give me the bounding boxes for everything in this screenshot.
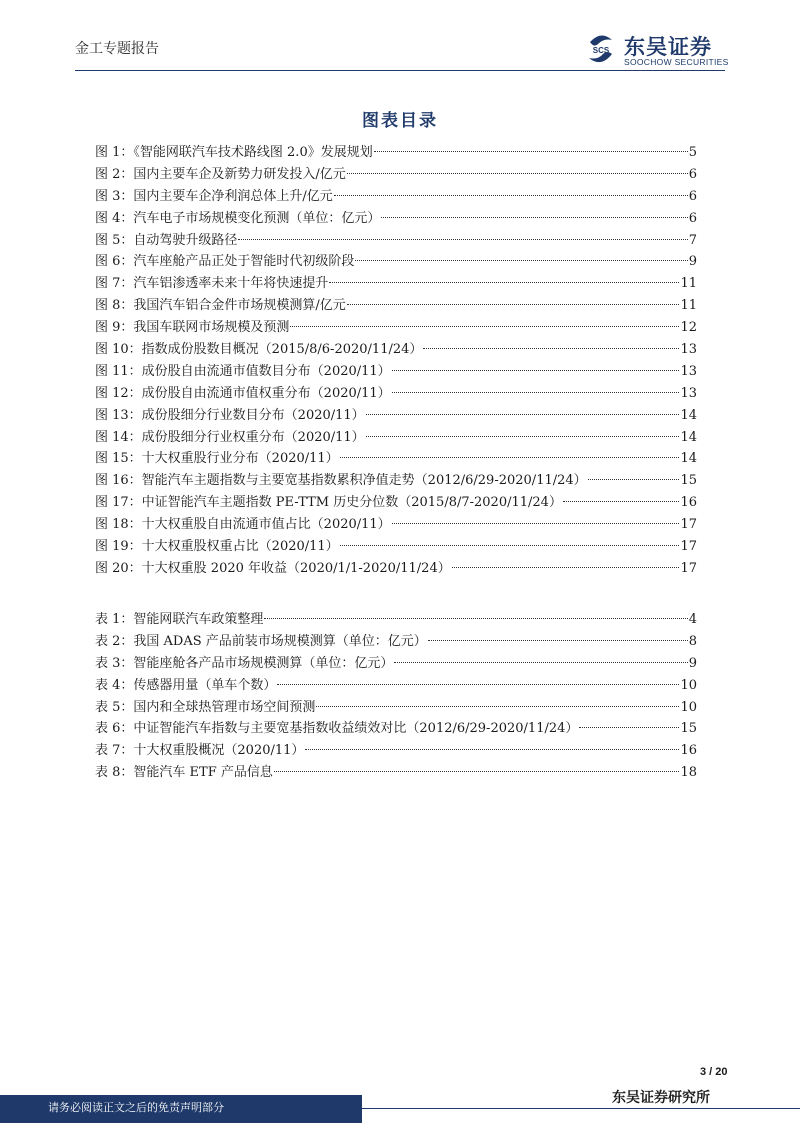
logo-name-cn: 东吴证券 <box>624 35 712 59</box>
toc-entry[interactable] <box>95 339 697 361</box>
toc-leader-dots <box>277 684 679 685</box>
toc-leader-dots <box>305 749 679 750</box>
toc-entry-label: 图 3：国内主要车企净利润总体上升/亿元 <box>95 188 333 204</box>
toc-entry-page: 6 <box>688 210 697 226</box>
report-category: 金工专题报告 <box>75 41 159 57</box>
toc-leader-dots <box>588 479 680 480</box>
toc-entry-label: 图 14：成份股细分行业权重分布（2020/11） <box>95 429 365 445</box>
toc-title: 图表目录 <box>362 111 438 131</box>
toc-entry-label: 表 8：智能汽车 ETF 产品信息 <box>95 765 273 781</box>
toc-entry[interactable] <box>95 251 697 273</box>
toc-entry-page: 14 <box>680 429 697 445</box>
toc-entry-page: 5 <box>688 145 697 160</box>
toc-entry[interactable] <box>95 697 697 719</box>
toc-entry-page: 10 <box>680 677 697 693</box>
toc-entry-page: 15 <box>680 721 697 737</box>
toc-entry-label: 表 3：智能座舱各产品市场规模测算（单位：亿元） <box>95 655 394 671</box>
toc-leader-dots <box>347 304 680 305</box>
toc-entry-label: 图 10：指数成份股数目概况（2015/8/6-2020/11/24） <box>95 342 423 358</box>
toc-entry-label: 图 19：十大权重股权重占比（2020/11） <box>95 539 339 555</box>
toc-leader-dots <box>340 545 680 546</box>
soochow-logo-icon <box>584 32 618 66</box>
toc-entry[interactable] <box>95 186 697 208</box>
toc-entry[interactable] <box>95 470 697 492</box>
toc-entry-label: 图 17：中证智能汽车主题指数 PE-TTM 历史分位数（2015/8/7-2020/11/24） <box>95 495 562 511</box>
toc-leader-dots <box>347 173 688 174</box>
toc-entry-label: 图 11：成份股自由流通市值数目分布（2020/11） <box>95 363 391 379</box>
toc-entry-page: 17 <box>680 517 697 533</box>
header-divider <box>75 70 725 71</box>
toc-leader-dots <box>316 706 679 707</box>
toc-entry[interactable] <box>95 558 697 580</box>
toc-leader-dots <box>394 662 687 663</box>
toc-entry[interactable] <box>95 427 697 449</box>
toc-entry-page: 9 <box>688 655 697 671</box>
toc-entry[interactable] <box>95 383 697 405</box>
toc-leader-dots <box>366 414 680 415</box>
toc-entry[interactable] <box>95 317 697 339</box>
toc-leader-dots <box>290 326 679 327</box>
toc-entry-page: 17 <box>680 560 697 576</box>
toc-entry[interactable] <box>95 361 697 383</box>
company-logo <box>584 30 754 70</box>
toc-leader-dots <box>340 457 680 458</box>
toc-entry-page: 13 <box>680 385 697 401</box>
toc-entry-page: 16 <box>680 743 697 759</box>
toc-entry[interactable] <box>95 653 697 675</box>
toc-entry-label: 图 16：智能汽车主题指数与主要宽基指数累积净值走势（2012/6/29-2020/11/24） <box>95 473 587 489</box>
logo-name-en: SOOCHOW SECURITIES <box>624 57 729 67</box>
toc-leader-dots <box>428 640 688 641</box>
figure-list <box>95 142 697 580</box>
toc-entry[interactable] <box>95 740 697 762</box>
toc-leader-dots <box>423 348 679 349</box>
toc-entry-page: 10 <box>680 699 697 715</box>
toc-entry-page: 11 <box>680 298 697 314</box>
toc-entry[interactable] <box>95 405 697 427</box>
institute-name: 东吴证券研究所 <box>612 1090 710 1106</box>
page-number: 3 / 20 <box>700 1066 728 1078</box>
toc-entry[interactable] <box>95 164 697 186</box>
toc-leader-dots <box>392 370 680 371</box>
toc-entry-page: 14 <box>680 407 697 423</box>
toc-entry[interactable] <box>95 492 697 514</box>
toc-entry-page: 18 <box>680 765 697 781</box>
toc-leader-dots <box>355 260 687 261</box>
toc-leader-dots <box>381 217 687 218</box>
toc-entry-page: 15 <box>680 473 697 489</box>
toc-entry-label: 表 6：中证智能汽车指数与主要宽基指数收益绩效对比（2012/6/29-2020/11/24） <box>95 721 579 737</box>
toc-entry-label: 图 8：我国汽车铝合金件市场规模测算/亿元 <box>95 298 346 314</box>
toc-entry[interactable] <box>95 295 697 317</box>
toc-entry-page: 13 <box>680 342 697 358</box>
toc-entry-page: 7 <box>688 232 697 248</box>
toc-entry-label: 表 5：国内和全球热管理市场空间预测 <box>95 699 316 715</box>
toc-entry-label: 图 15：十大权重股行业分布（2020/11） <box>95 451 339 467</box>
toc-entry-label: 表 7：十大权重股概况（2020/11） <box>95 743 305 759</box>
toc-entry-label: 图 6：汽车座舱产品正处于智能时代初级阶段 <box>95 254 355 270</box>
toc-entry[interactable] <box>95 536 697 558</box>
toc-entry-label: 图 1：《智能网联汽车技术路线图 2.0》发展规划 <box>95 145 373 160</box>
toc-leader-dots <box>452 567 680 568</box>
toc-entry-page: 12 <box>680 320 697 336</box>
toc-leader-dots <box>366 436 680 437</box>
toc-entry-page: 13 <box>680 363 697 379</box>
toc-leader-dots <box>334 195 688 196</box>
toc-leader-dots <box>579 727 679 728</box>
toc-entry-page: 11 <box>680 276 697 292</box>
toc-entry-page: 9 <box>688 254 697 270</box>
toc-entry-label: 表 2：我国 ADAS 产品前装市场规模测算（单位：亿元） <box>95 633 427 649</box>
toc-entry-label: 图 5：自动驾驶升级路径 <box>95 232 238 248</box>
toc-entry[interactable] <box>95 142 697 164</box>
toc-entry-page: 16 <box>680 495 697 511</box>
toc-entry-label: 图 9：我国车联网市场规模及预测 <box>95 320 290 336</box>
toc-entry-label: 图 7：汽车铝渗透率未来十年将快速提升 <box>95 276 329 292</box>
toc-entry[interactable] <box>95 609 697 631</box>
toc-leader-dots <box>563 501 680 502</box>
toc-entry-label: 表 4：传感器用量（单车个数） <box>95 677 277 693</box>
toc-entry-label: 图 13：成份股细分行业数目分布（2020/11） <box>95 407 365 423</box>
toc-entry-page: 6 <box>688 188 697 204</box>
toc-leader-dots <box>329 282 679 283</box>
toc-entry-label: 图 20：十大权重股 2020 年收益（2020/1/1-2020/11/24） <box>95 560 451 576</box>
toc-entry[interactable] <box>95 514 697 536</box>
toc-entry-page: 14 <box>680 451 697 467</box>
toc-entry-label: 图 12：成份股自由流通市值权重分布（2020/11） <box>95 385 391 401</box>
toc-leader-dots <box>264 618 687 619</box>
toc-entry[interactable] <box>95 448 697 470</box>
toc-leader-dots <box>274 771 680 772</box>
toc-leader-dots <box>238 239 687 240</box>
toc-entry[interactable] <box>95 762 697 784</box>
toc-leader-dots <box>392 523 680 524</box>
toc-entry[interactable] <box>95 273 697 295</box>
toc-entry-page: 4 <box>688 612 697 627</box>
toc-entry-label: 图 18：十大权重股自由流通市值占比（2020/11） <box>95 517 391 533</box>
toc-leader-dots <box>392 392 680 393</box>
toc-entry-label: 图 2：国内主要车企及新势力研发投入/亿元 <box>95 166 346 182</box>
toc-entry-label: 图 4：汽车电子市场规模变化预测（单位：亿元） <box>95 210 381 226</box>
toc-entry[interactable] <box>95 208 697 230</box>
footer-divider <box>362 1108 800 1109</box>
logo-mark-text: SCS <box>592 46 610 55</box>
toc-leader-dots <box>374 151 688 152</box>
toc-entry-label: 表 1：智能网联汽车政策整理 <box>95 612 264 627</box>
toc-entry[interactable] <box>95 718 697 740</box>
toc-entry-page: 17 <box>680 539 697 555</box>
toc-entry[interactable] <box>95 230 697 252</box>
toc-entry[interactable] <box>95 675 697 697</box>
toc-entry[interactable] <box>95 631 697 653</box>
toc-entry-page: 8 <box>688 633 697 649</box>
toc-entry-page: 6 <box>688 166 697 182</box>
table-list <box>95 609 697 784</box>
disclaimer-note: 请务必阅读正文之后的免责声明部分 <box>48 1101 224 1114</box>
